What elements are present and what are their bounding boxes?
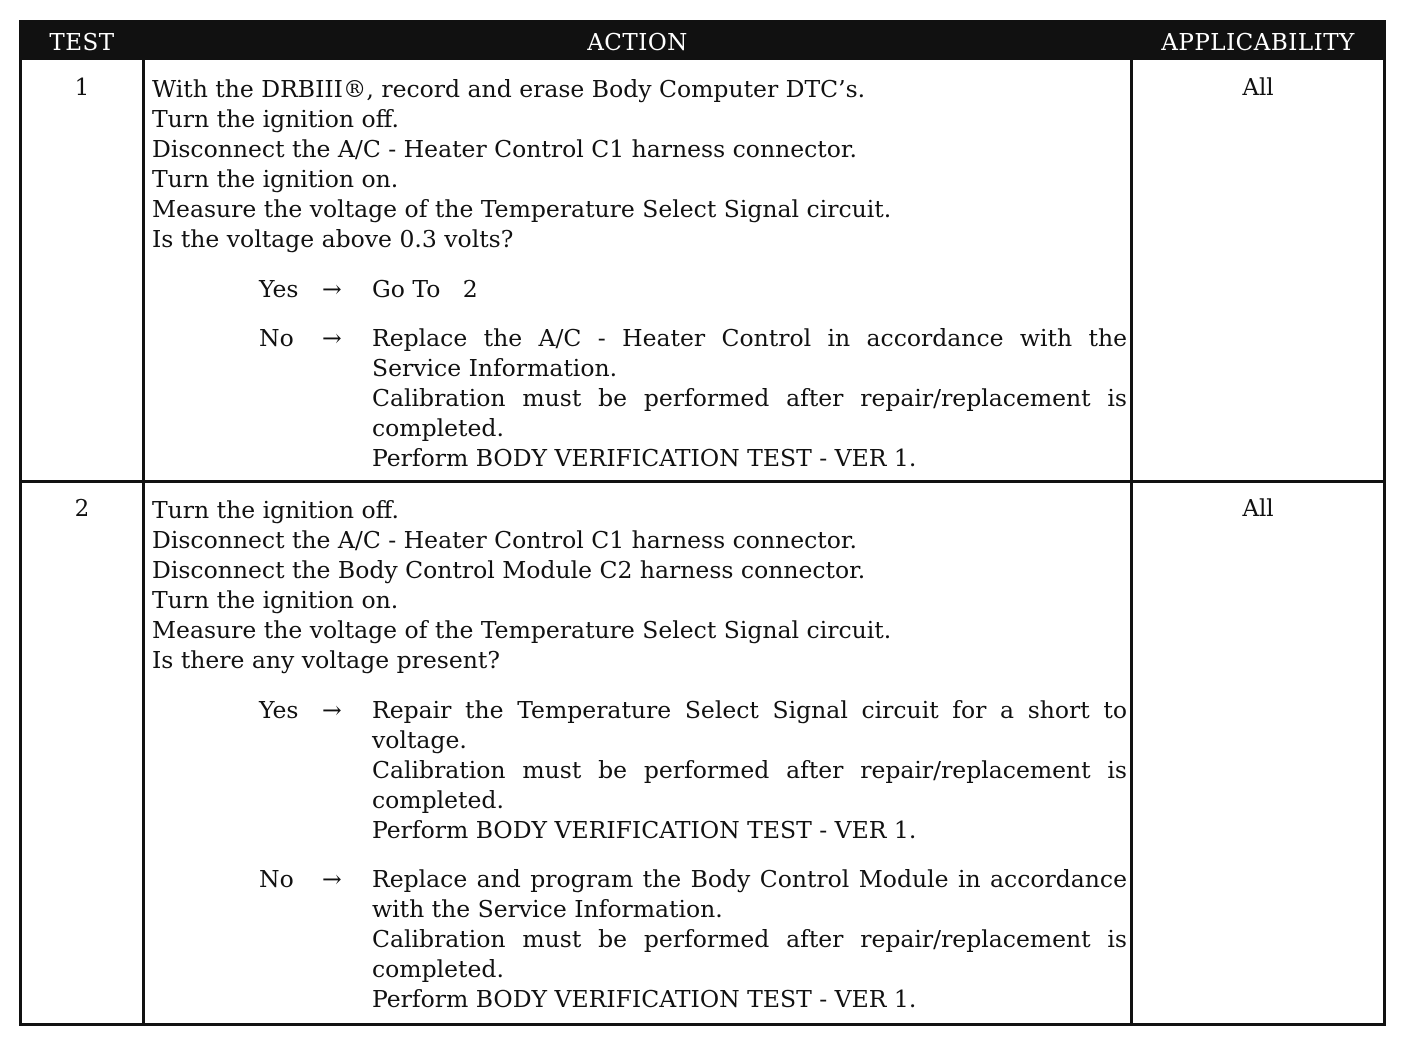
- yes-label: Yes: [259, 274, 299, 303]
- result-line: Calibration must be performed after repair/replacement is completed.: [372, 925, 1127, 984]
- row-divider: [22, 480, 1383, 483]
- result-line: Calibration must be performed after repair/replacement is completed.: [372, 383, 1127, 442]
- yes-result: [372, 274, 1127, 304]
- no-branch: [152, 323, 1127, 473]
- result-line: Replace and program the Body Control Module in accordance with the Service Information.: [372, 865, 1127, 924]
- result-line: Perform BODY VERIFICATION TEST - VER 1.: [372, 815, 917, 844]
- applicability-value: All: [1242, 75, 1274, 101]
- step-line: Measure the voltage of the Temperature Select Signal circuit.: [152, 195, 892, 224]
- yes-branch: [152, 695, 1127, 845]
- header-test: TEST: [49, 30, 115, 56]
- header-applicability: APPLICABILITY: [1161, 30, 1355, 56]
- arrow-icon: →: [322, 695, 342, 724]
- yes-label: Yes: [259, 695, 299, 724]
- no-result: [372, 323, 1127, 473]
- step-line: Turn the ignition off.: [152, 496, 400, 524]
- step-line: Turn the ignition off.: [152, 105, 400, 134]
- test-1-action: [152, 74, 1127, 473]
- arrow-icon: →: [322, 865, 342, 894]
- step-line: Disconnect the Body Control Module C2 harness connector.: [152, 556, 866, 585]
- yes-branch: [152, 274, 1127, 304]
- step-line: Disconnect the A/C - Heater Control C1 harness connector.: [152, 135, 857, 164]
- yes-result: [372, 695, 1127, 845]
- step-line: Is there any voltage present?: [152, 646, 500, 675]
- arrow-icon: →: [322, 323, 342, 352]
- diagnostic-test-table: [19, 20, 1386, 1026]
- applicability-value: All: [1242, 496, 1274, 522]
- step-line: With the DRBIII®, record and erase Body Computer DTC’s.: [152, 75, 866, 103]
- test-number: 2: [74, 496, 90, 522]
- step-line: Measure the voltage of the Temperature Select Signal circuit.: [152, 616, 892, 645]
- result-line: Perform BODY VERIFICATION TEST - VER 1.: [372, 444, 917, 473]
- column-divider: [142, 60, 145, 1023]
- step-line: Is the voltage above 0.3 volts?: [152, 225, 514, 254]
- step-line: Disconnect the A/C - Heater Control C1 harness connector.: [152, 526, 857, 555]
- table-header: [22, 23, 1383, 60]
- step-line: Turn the ignition on.: [152, 586, 399, 615]
- no-result: [372, 864, 1127, 1014]
- result-line: Calibration must be performed after repair/replacement is completed.: [372, 755, 1127, 814]
- result-line: Perform BODY VERIFICATION TEST - VER 1.: [372, 985, 917, 1014]
- result-line: Replace the A/C - Heater Control in accordance with the Service Information.: [372, 323, 1127, 382]
- arrow-icon: →: [322, 274, 342, 303]
- test-number: 1: [74, 75, 90, 101]
- column-divider: [1130, 60, 1133, 1023]
- no-branch: [152, 864, 1127, 1014]
- step-line: Turn the ignition on.: [152, 165, 399, 194]
- no-label: No: [259, 865, 294, 894]
- result-line: Go To 2: [372, 274, 478, 303]
- header-action: ACTION: [587, 30, 688, 56]
- no-label: No: [259, 323, 294, 352]
- test-2-action: [152, 495, 1127, 1015]
- result-line: Repair the Temperature Select Signal circuit for a short to voltage.: [372, 695, 1127, 754]
